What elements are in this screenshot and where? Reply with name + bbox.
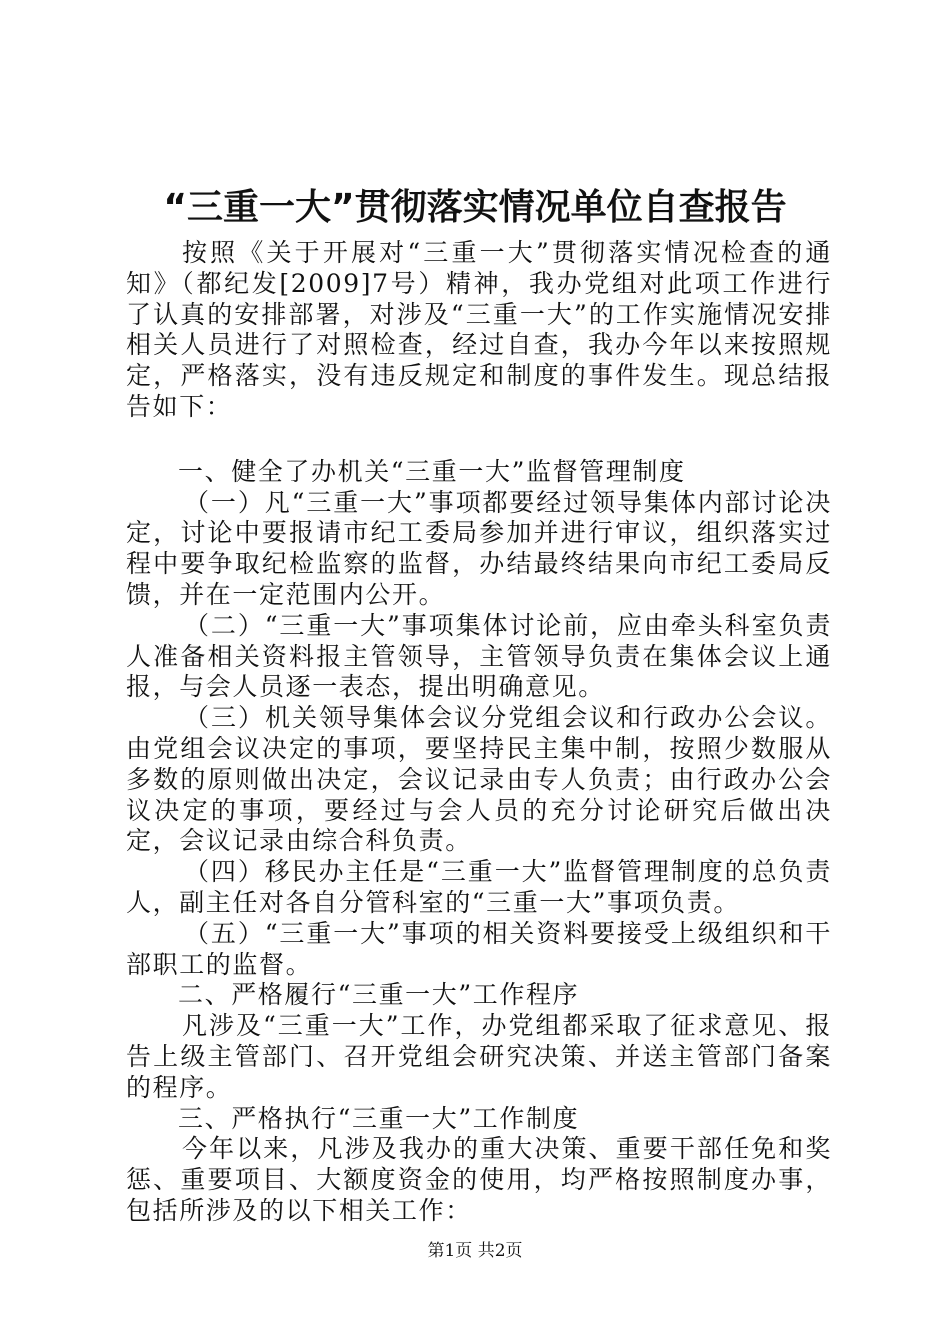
list-item-5: （五）“三重一大”事项的相关资料要接受上级组织和干部职工的监督。	[126, 918, 832, 979]
list-item-2: （二）“三重一大”事项集体讨论前，应由牵头科室负责人准备相关资料报主管领导，主管领导负责在集体会议上通报，与会人员逐一表态，提出明确意见。	[126, 610, 832, 702]
document-title: “三重一大”贯彻落实情况单位自查报告	[163, 187, 787, 228]
intro-paragraph: 按照《关于开展对“三重一大”贯彻落实情况检查的通知》（都纪发[2009]7号）精神，我办党组对此项工作进行了认真的安排部署，对涉及“三重一大”的工作实施情况安排相关人员进行了对照检查，经过自查，我办今年以来按照规定，严格落实，没有违反规定和制度的事件发生。现总结报告如下：	[126, 238, 832, 421]
list-item-1: （一）凡“三重一大”事项都要经过领导集体内部讨论决定，讨论中要报请市纪工委局参加并进行审议，组织落实过程中要争取纪检监察的监督，办结最终结果向市纪工委局反馈，并在一定范围内公开。	[126, 487, 832, 609]
section-heading-1: 一、健全了办机关“三重一大”监督管理制度	[178, 456, 686, 486]
paragraph-gap	[126, 423, 832, 457]
section-heading-2: 二、严格履行“三重一大”工作程序	[178, 980, 580, 1010]
list-item-4: （四）移民办主任是“三重一大”监督管理制度的总负责人，副主任对各自分管科室的“三重一大”事项负责。	[126, 857, 832, 917]
list-item-3: （三）机关领导集体会议分党组会议和行政办公会议。由党组会议决定的事项，要坚持民主集中制，按照少数服从多数的原则做出决定，会议记录由专人负责；由行政办公会议决定的事项，要经过与会人员的充分讨论研究后做出决定，会议记录由综合科负责。	[126, 703, 832, 856]
document-body	[126, 238, 832, 1227]
section-2-paragraph: 凡涉及“三重一大”工作，办党组都采取了征求意见、报告上级主管部门、召开党组会研究决策、并送主管部门备案的程序。	[126, 1011, 832, 1102]
section-3-paragraph: 今年以来，凡涉及我办的重大决策、重要干部任免和奖惩、重要项目、大额度资金的使用，均严格按照制度办事，包括所涉及的以下相关工作：	[126, 1134, 832, 1225]
section-heading-3: 三、严格执行“三重一大”工作制度	[178, 1103, 580, 1133]
page-number-footer: 第1页 共2页	[427, 1241, 523, 1261]
